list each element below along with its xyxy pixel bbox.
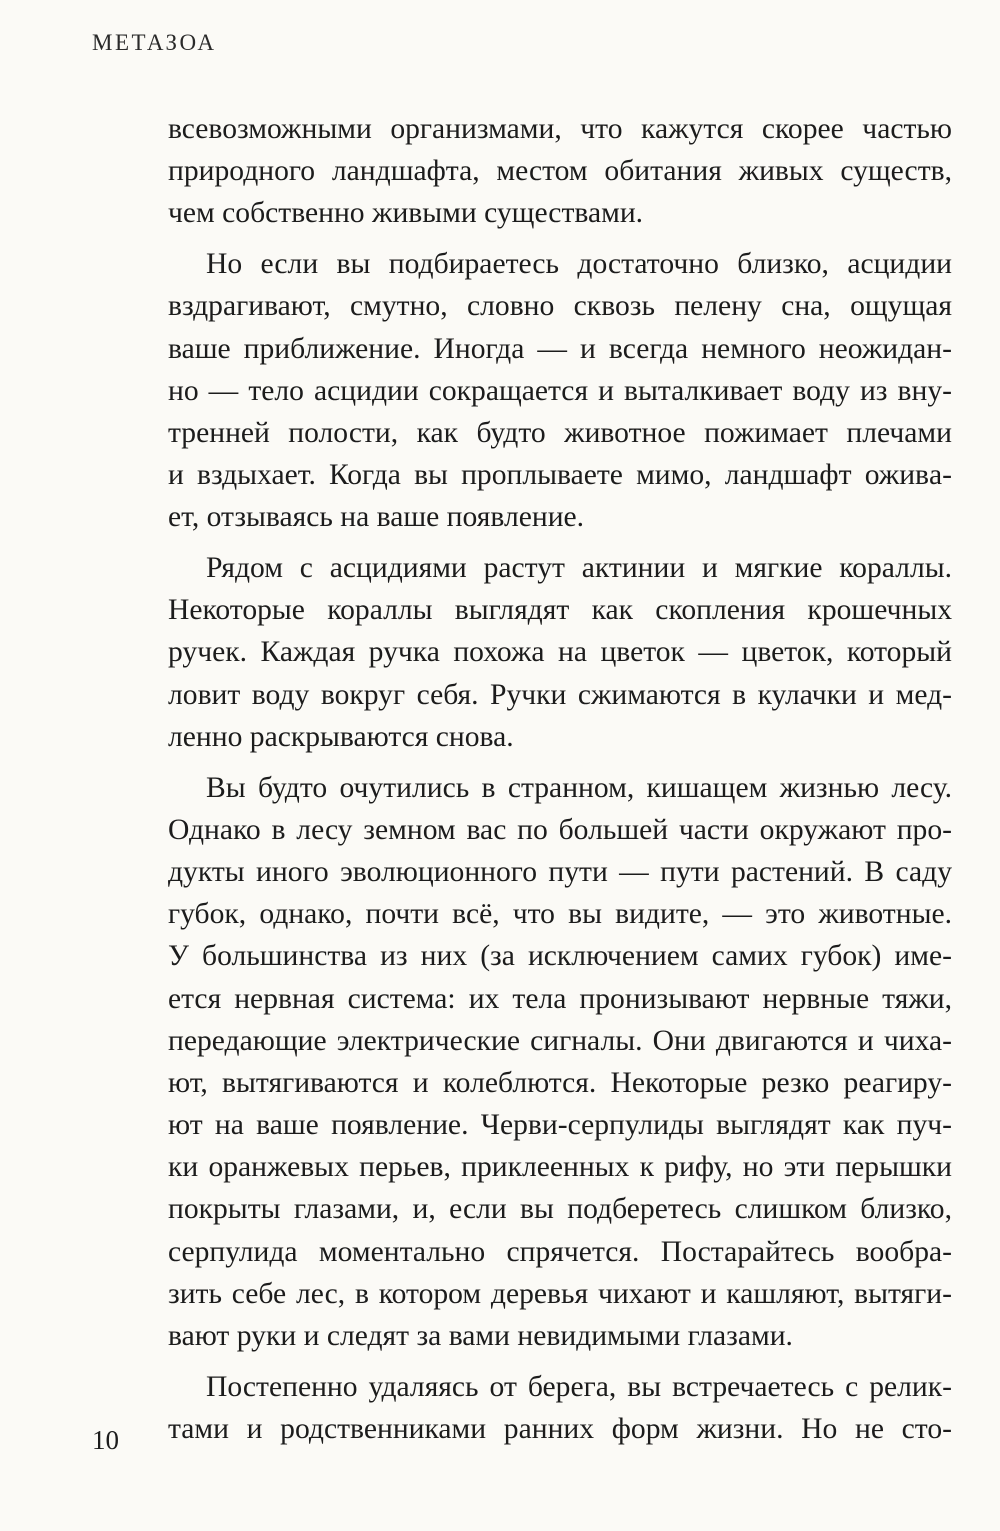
text-line: ет, отзываясь на ваше появление. [168,501,585,534]
text-line: ленно раскрываются снова. [168,720,514,753]
text-line: Постепенно удаляясь от берега, вы встречаетесь с релик- [206,1370,952,1403]
text-line: всевозможными организмами, что кажутся скорее частью [168,113,952,145]
text-line: Однако в лесу земном вас по большей части окружают про- [168,813,952,846]
text-line: вздрагивают, смутно, словно сквозь пелену сна, ощущая [168,290,952,323]
running-head-title: МЕТАЗОА [92,30,217,55]
text-line: ки оранжевых перьев, приклеенных к рифу, но эти перышки [168,1151,952,1184]
paragraph-1 [168,108,952,235]
text-line: но — тело асцидии сокращается и выталкивает воду из вну- [168,374,952,407]
text-line: покрыты глазами, и, если вы подберетесь слишком близко, [168,1193,952,1226]
text-line: ют на ваше появление. Черви-серпулиды выглядят как пуч- [168,1109,952,1142]
text-line: Некоторые кораллы выглядят как скопления крошечных [168,594,952,627]
text-line: вают руки и следят за вами невидимыми глазами. [168,1320,793,1353]
text-line: тренней полости, как будто животное пожимает плечами [168,416,952,449]
text-line: ют, вытягиваются и колеблются. Некоторые резко реагиру- [168,1066,952,1099]
paragraph-5 [168,1366,952,1450]
text-line: Но если вы подбираетесь достаточно близко, асцидии [206,248,952,281]
page-number: 10 [92,1425,119,1455]
text-line: губок, однако, почти всё, что вы видите, — это животные. [168,898,952,931]
paragraph-2 [168,243,952,538]
text-line: дукты иного эволюционного пути — пути растений. В саду [168,855,952,888]
text-line: природного ландшафта, местом обитания живых существ, [168,155,952,188]
paragraph-3 [168,547,952,758]
text-line: ловит воду вокруг себя. Ручки сжимаются в кулачки и мед- [168,678,952,711]
text-line: ваше приближение. Иногда — и всегда немного неожидан- [168,332,952,365]
text-line: ется нервная система: их тела пронизывают нервные тяжи, [168,982,952,1015]
body-text [168,108,952,1459]
text-line: зить себе лес, в котором деревья чихают и кашляют, вытяги- [168,1277,952,1310]
text-line: тами и родственниками ранних форм жизни. Но не сто- [168,1413,952,1445]
text-line: ручек. Каждая ручка похожа на цветок — цветок, который [168,636,952,669]
text-line: У большинства из них (за исключением самих губок) име- [168,940,952,973]
text-line: чем собственно живыми существами. [168,197,644,230]
text-line: и вздыхает. Когда вы проплываете мимо, ландшафт оживa- [168,459,952,492]
text-line: Рядом с асцидиями растут актинии и мягкие кораллы. [206,552,952,585]
text-line: передающие электрические сигналы. Они двигаются и чиха- [168,1024,952,1057]
paragraph-4 [168,767,952,1358]
text-line: Вы будто очутились в странном, кишащем жизнью лесу. [206,771,952,804]
text-line: серпулида моментально спрячется. Постарайтесь вообра- [168,1235,952,1268]
